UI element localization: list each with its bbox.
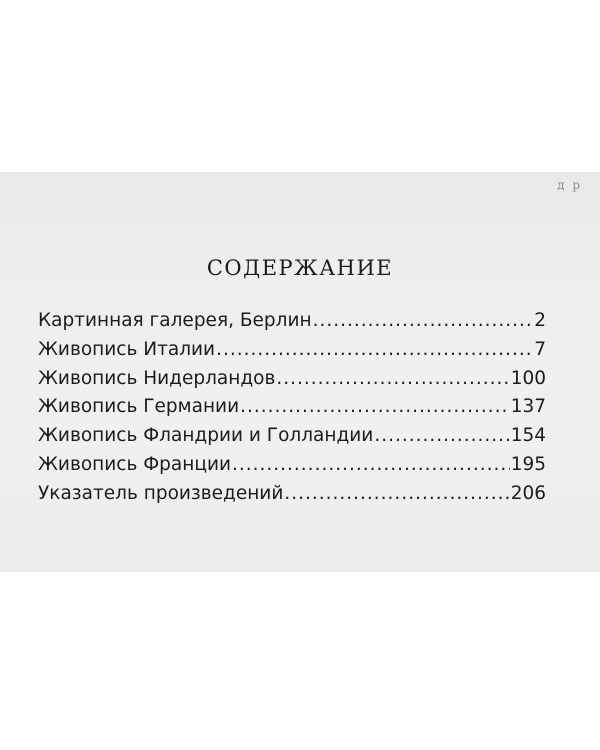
book-page	[0, 172, 600, 572]
toc-entry-page: 7	[534, 338, 546, 360]
toc-entry	[38, 454, 546, 483]
toc-entry-page: 2	[534, 310, 546, 331]
toc-entry-title: Живопись Италии	[38, 338, 216, 360]
page-edge-mark: д р	[557, 178, 582, 192]
toc-entry-title: Живопись Германии	[38, 396, 240, 418]
toc-entry	[38, 396, 546, 425]
table-of-contents	[38, 310, 546, 512]
dot-leader	[276, 368, 509, 389]
toc-entry-title: Живопись Франции	[38, 453, 231, 475]
toc-entry-page: 195	[510, 453, 546, 475]
toc-entry-title: Картинная галерея, Берлин	[38, 310, 312, 331]
dot-leader	[374, 425, 509, 446]
toc-entry-page: 154	[510, 425, 546, 447]
toc-entry-title: Указатель произведений	[38, 482, 284, 504]
toc-entry	[38, 339, 546, 368]
page-title: СОДЕРЖАНИЕ	[206, 256, 394, 280]
dot-leader	[313, 310, 534, 331]
dot-leader	[216, 339, 533, 360]
toc-entry-page: 206	[510, 482, 546, 504]
toc-entry	[38, 310, 546, 339]
toc-entry	[38, 483, 546, 512]
toc-entry	[38, 425, 546, 454]
dot-leader	[284, 483, 509, 504]
dot-leader	[240, 396, 510, 417]
toc-entry-title: Живопись Фландрии и Голландии	[38, 425, 374, 447]
toc-entry-title: Живопись Нидерландов	[38, 367, 276, 389]
toc-entry	[38, 368, 546, 397]
dot-leader	[232, 454, 510, 475]
toc-entry-page: 137	[510, 396, 546, 418]
toc-entry-page: 100	[510, 367, 546, 389]
